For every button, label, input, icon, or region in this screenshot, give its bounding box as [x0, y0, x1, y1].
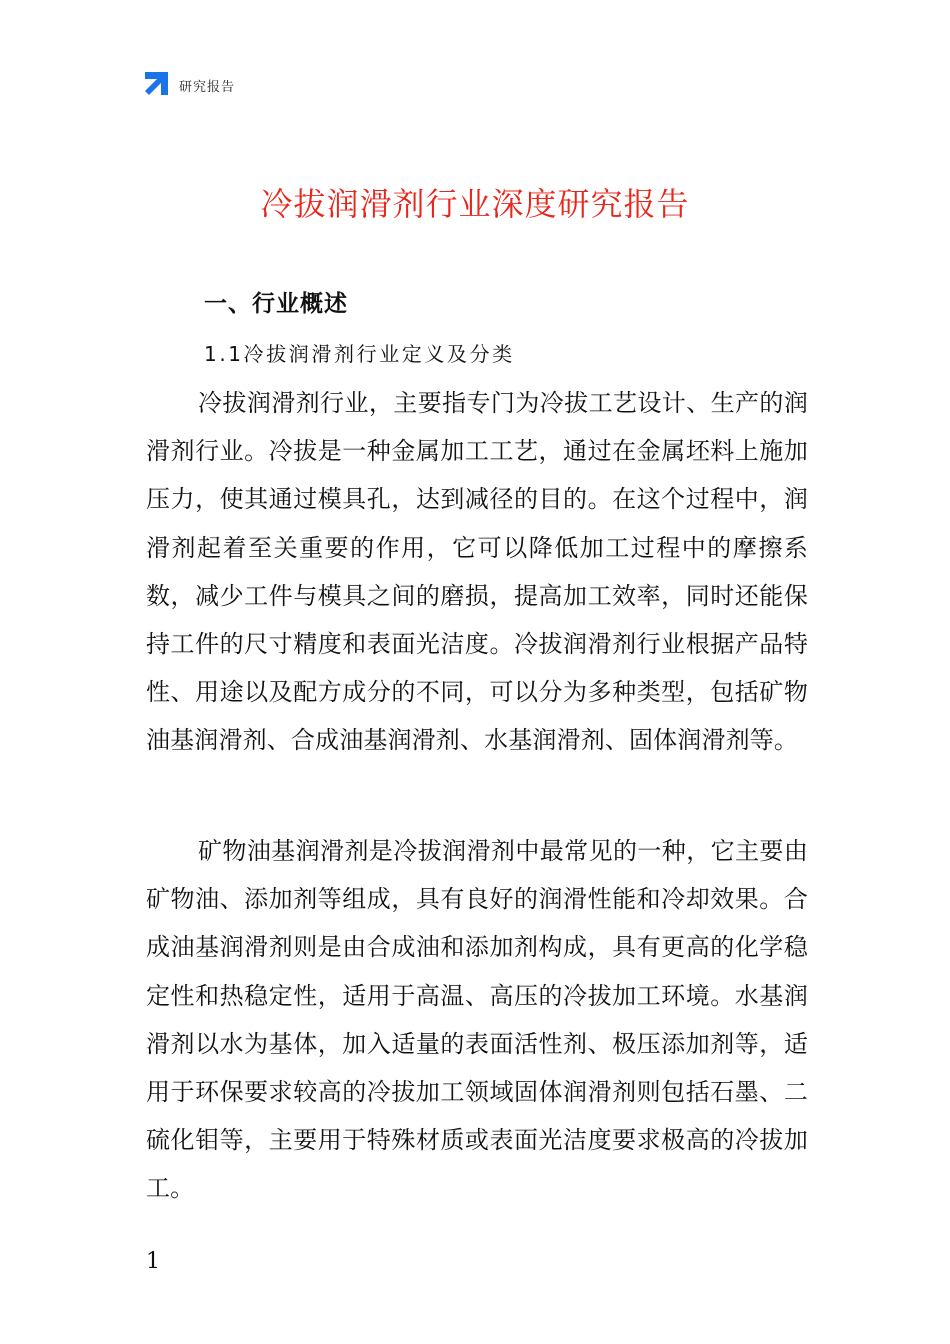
document-title: 冷拔润滑剂行业深度研究报告: [260, 185, 690, 223]
body-paragraph: 矿物油基润滑剂是冷拔润滑剂中最常见的一种，它主要由矿物油、添加剂等组成，具有良好的润滑性能和冷却效果。合成油基润滑剂则是由合成油和添加剂构成，具有更高的化学稳定性和热稳定性，适用于高温、高压的冷拔加工环境。水基润滑剂以水为基体，加入适量的表面活性剂、极压添加剂等，适用于环保要求较高的冷拔加工领域固体润滑剂则包括石墨、二硫化钼等，主要用于特殊材质或表面光洁度要求极高的冷拔加工。: [146, 837, 808, 1203]
page-number: 1: [146, 1249, 160, 1274]
section-heading: 一、行业概述: [204, 291, 348, 317]
diagonal-arrow-logo-icon: [143, 70, 170, 97]
body-paragraph: 冷拔润滑剂行业，主要指专门为冷拔工艺设计、生产的润滑剂行业。冷拔是一种金属加工工艺，通过在金属坯料上施加压力，使其通过模具孔，达到减径的目的。在这个过程中，润滑剂起着至关重要的作用，它可以降低加工过程中的摩擦系数，减少工件与模具之间的磨损，提高加工效率，同时还能保持工件的尺寸精度和表面光洁度。冷拔润滑剂行业根据产品特性、用途以及配方成分的不同，可以分为多种类型，包括矿物油基润滑剂、合成油基润滑剂、水基润滑剂、固体润滑剂等。: [146, 389, 808, 755]
page-header: [143, 68, 235, 98]
header-label: 研究报告: [179, 79, 236, 95]
subsection-heading: 1.1冷拔润滑剂行业定义及分类: [204, 342, 515, 366]
